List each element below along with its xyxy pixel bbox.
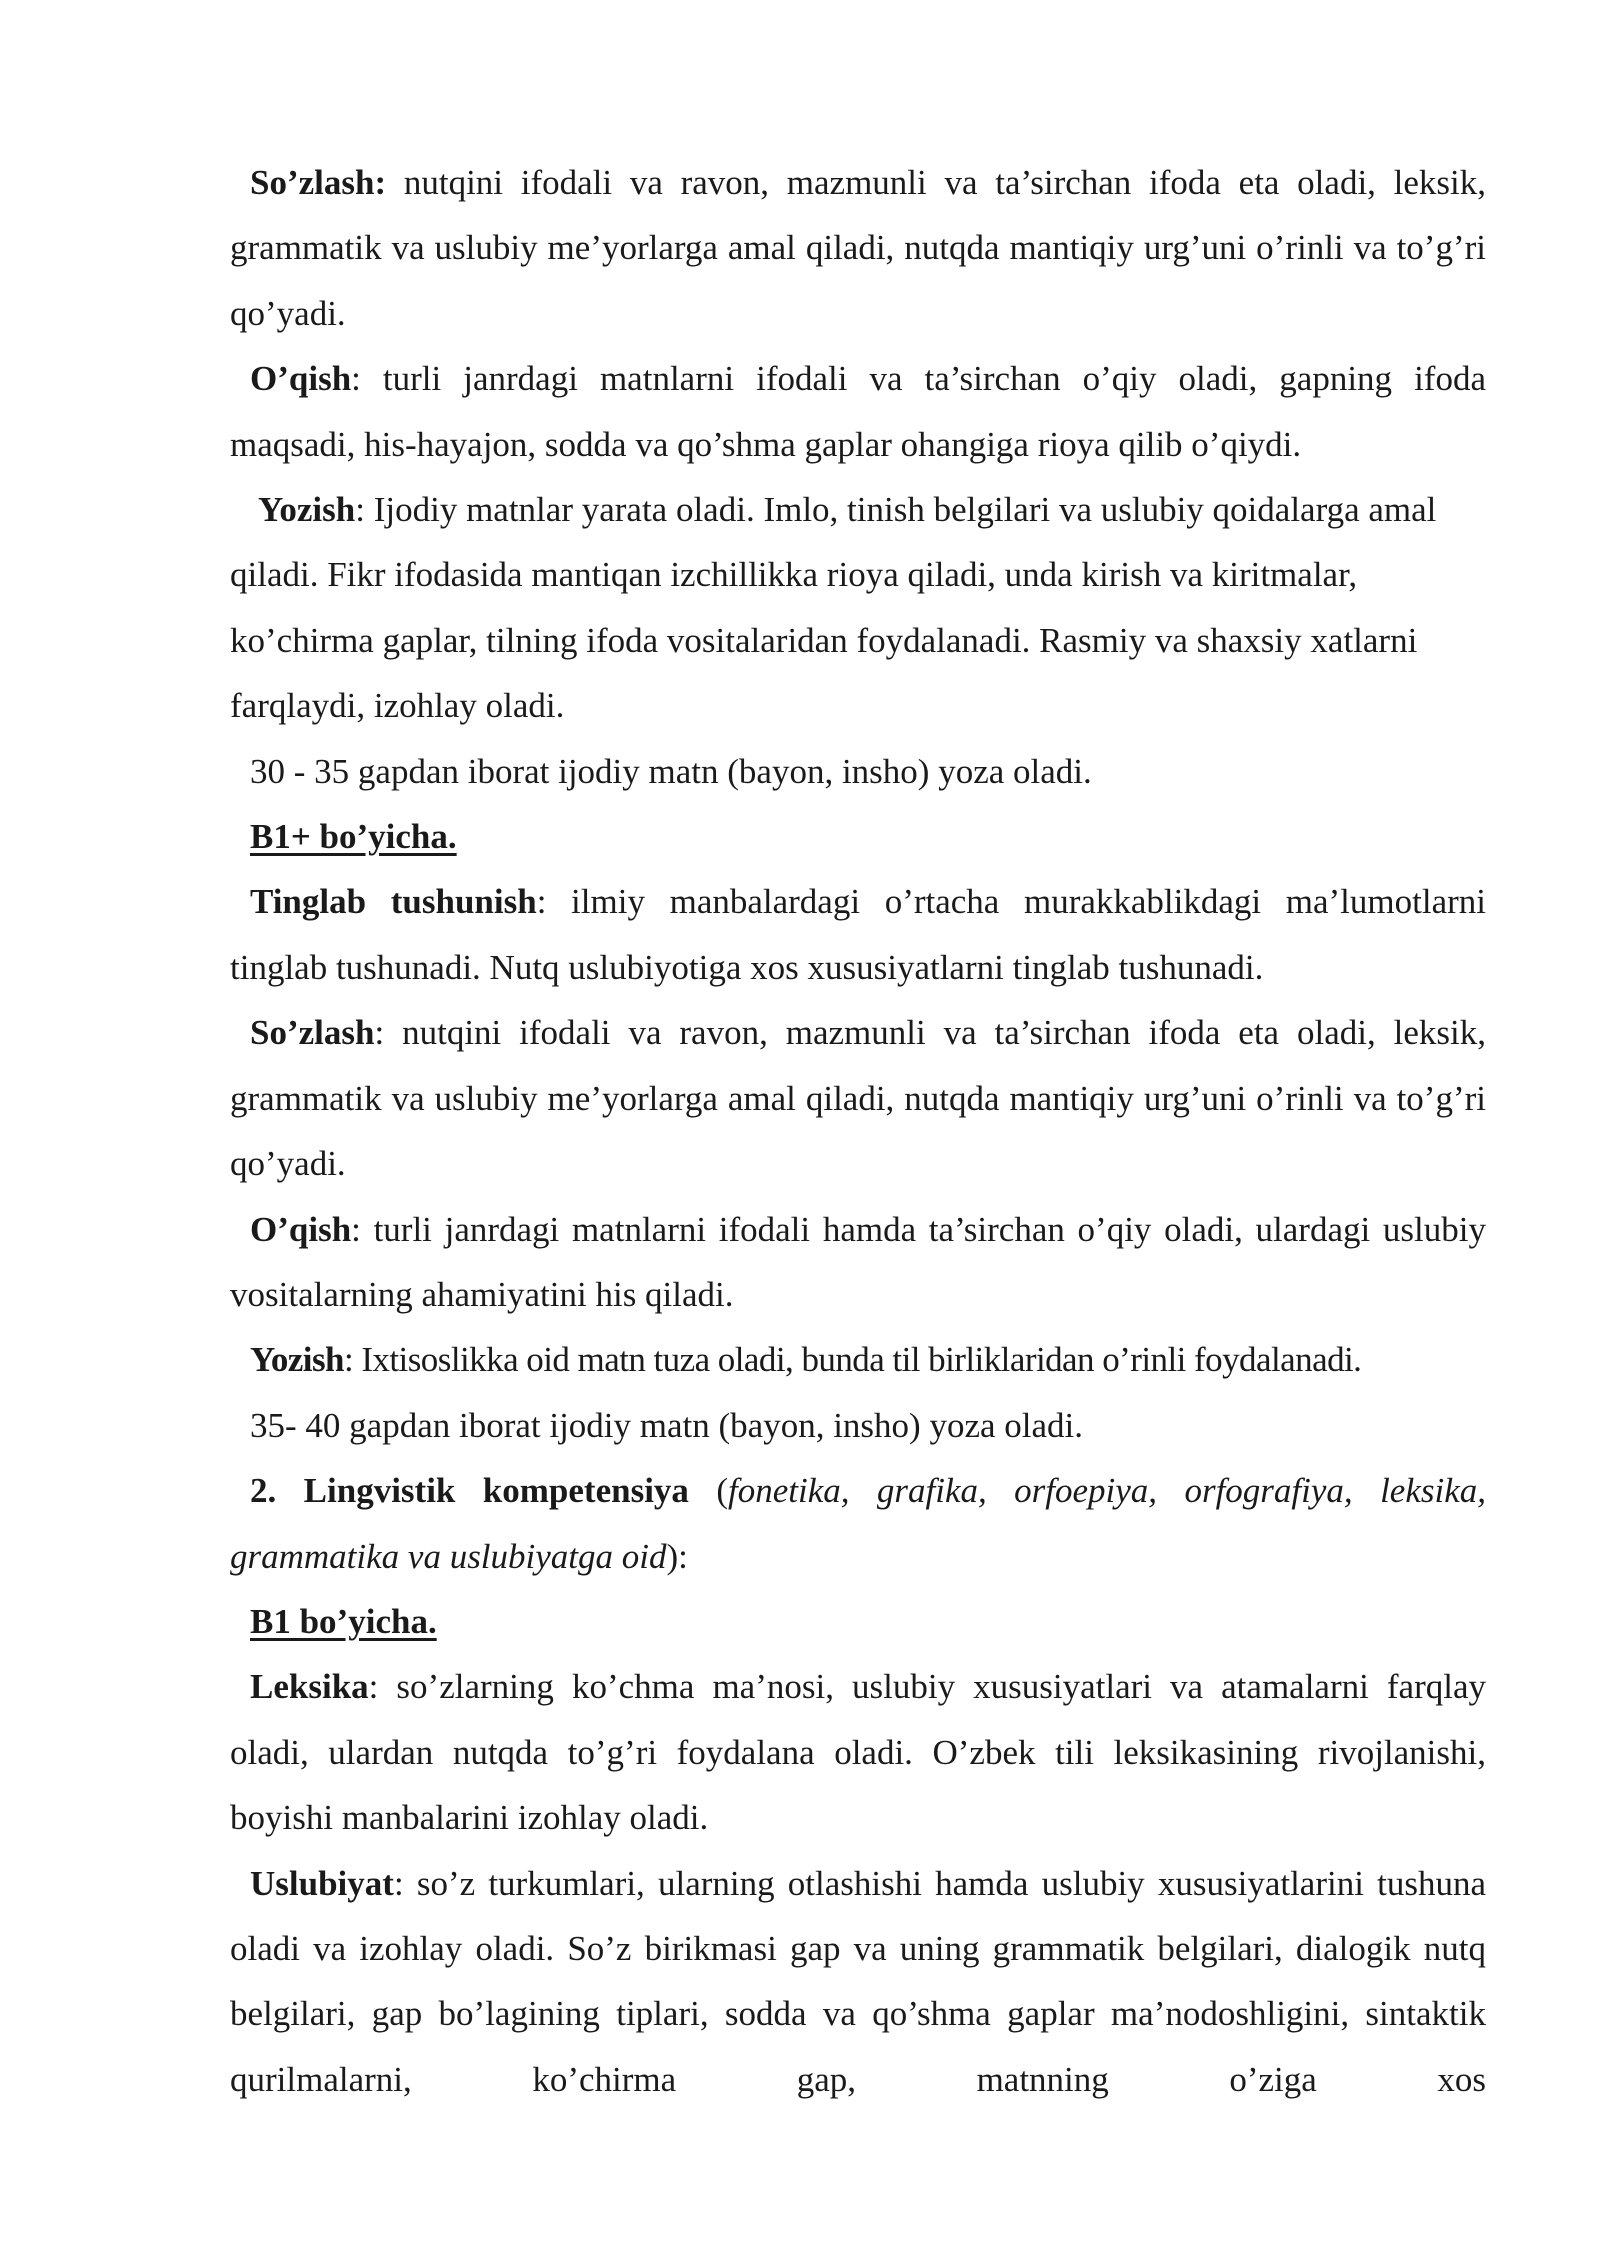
document-page [230,150,1486,2112]
paragraph-linguistic-competence [230,1458,1486,1589]
paragraph-stylistics [230,1851,1486,2113]
paragraph-text: 35- 40 gapdan iborat ijodiy matn (bayon, insho) yoza oladi. [250,1405,1084,1445]
section-heading-b1: B1 bo’yicha. [250,1601,437,1641]
paragraph-text: 30 - 35 gapdan iborat ijodiy matn (bayon, insho) yoza oladi. [250,751,1092,791]
term-linguistic-competence: 2. Lingvistik kompetensiya [250,1471,689,1511]
term-speaking: So’zlash [250,1013,375,1053]
paragraph-text: nutqini ifodali va ravon, mazmunli va ta’sirchan ifoda eta oladi, leksik, grammatik va uslubiy me’yorlarga amal qiladi, nutqda mantiqiy urg’uni o’rinli va to’g’ri qo’yadi. [230,163,1486,333]
term-writing: Yozish [258,490,356,530]
paragraph-speaking-b1 [230,150,1486,346]
term-speaking: So’zlash: [250,163,387,202]
paragraph-text: : ilmiy manbalardagi o’rtacha murakkablikdagi ma’lumotlarni tinglab tushunadi. Nutq uslubiyotiga xos xususiyatlarni tinglab tushunadi. [230,882,1486,987]
term-lexicon: Leksika [250,1667,369,1707]
paragraph-text: : so’zlarning ko’chma ma’nosi, uslubiy xususiyatlari va atamalarni farqlay oladi, ulardan nutqda to’g’ri foydalana oladi. O’zbek tili leksikasining rivojlanishi, boyishi manbalarini izohlay oladi. [230,1667,1486,1838]
paragraph-text: : Ixtisoslikka oid matn tuza oladi, bunda til birliklaridan o’rinli foydalanadi. [343,1340,1362,1380]
term-reading: O’qish [250,359,352,399]
term-stylistics: Uslubiyat [250,1863,394,1903]
paragraph-text: : turli janrdagi matnlarni ifodali hamda ta’sirchan o’qiy oladi, ulardagi uslubiy vositalarning ahamiyatini his qiladi. [230,1209,1486,1314]
paragraph-writing-b1 [230,477,1486,739]
paragraph-text: : so’z turkumlari, ularning otlashishi hamda uslubiy xususiyatlarini tushuna oladi va izohlay oladi. So’z birikmasi gap va uning grammatik belgilari, dialogik nutq belgilari, gap bo’lagining tiplari, sodda va qo’shma gaplar ma’nodoshligini, sintaktik qurilmalarni, ko’chirma gap, matnning o’ziga xos [230,1863,1486,2099]
paragraph-reading-b1 [230,346,1486,477]
term-writing: Yozish [250,1340,344,1380]
paragraph-text: : nutqini ifodali va ravon, mazmunli va ta’sirchan ifoda eta oladi, leksik, grammatik va uslubiy me’yorlarga amal qiladi, nutqda mantiqiy urg’uni o’rinli va to’g’ri qo’yadi. [230,1013,1486,1184]
paragraph-reading-b1-plus [230,1197,1486,1328]
paragraph-text: : turli janrdagi matnlarni ifodali va ta’sirchan o’qiy oladi, gapning ifoda maqsadi, his-hayajon, sodda va qo’shma gaplar ohangiga rioya qilib o’qiydi. [230,359,1486,464]
paragraph-speaking-b1-plus [230,1000,1486,1196]
paragraph-text: : Ijodiy matnlar yarata oladi. Imlo, tinish belgilari va uslubiy qoidalarga amal qiladi. Fikr ifodasida mantiqan izchillikka rioya qiladi, unda kirish va kiritmalar, ko’chirma gaplar, tilning ifoda vositalaridan foydalanadi. Rasmiy va shaxsiy xatlarni farqlaydi, izohlay oladi. [230,490,1437,726]
term-listening: Tinglab tushunish [250,882,537,922]
competence-scope: fonetika, grafika, orfoepiya, orfografiya, leksika, grammatika va uslubiyatga oid [230,1471,1486,1576]
paren-close: ): [666,1536,688,1576]
paragraph-listening-b1-plus [230,869,1486,1000]
section-heading-b1-plus: B1+ bo’yicha. [250,817,457,857]
paren-open: ( [688,1471,728,1511]
paragraph-text-volume-b1-plus [230,1393,1486,1458]
paragraph-lexicon [230,1654,1486,1850]
paragraph-text-volume-b1 [230,739,1486,804]
paragraph-writing-b1-plus [230,1327,1486,1392]
term-reading: O’qish [250,1209,352,1249]
